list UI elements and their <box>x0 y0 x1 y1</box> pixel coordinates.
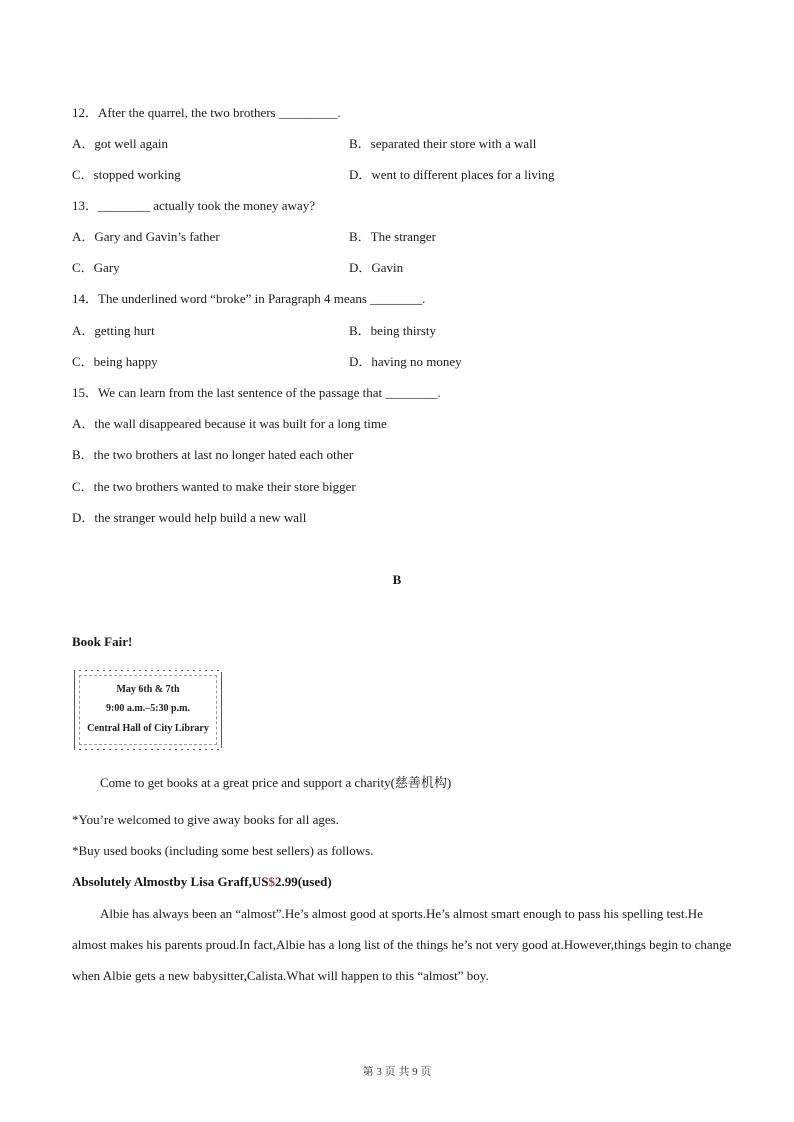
question-13-option-c: C．Gary <box>72 260 120 275</box>
question-15-option-c: C．the two brothers wanted to make their store bigger <box>72 479 356 494</box>
event-ticket-image <box>74 670 222 750</box>
ticket-place: Central Hall of City Library <box>87 723 209 734</box>
dollar-sign: $ <box>268 874 275 889</box>
question-14-stem: 14．The underlined word “broke” in Paragraph 4 means ________. <box>72 291 426 306</box>
book-price: 2.99(used) <box>274 874 332 889</box>
question-14-option-a: A．getting hurt <box>72 323 155 338</box>
page-footer: 第 3 页 共 9 页 <box>362 1066 432 1078</box>
question-12-option-c: C．stopped working <box>72 167 181 182</box>
question-13-stem: 13．________ actually took the money away? <box>72 198 315 213</box>
question-12-stem: 12．After the quarrel, the two brothers _________. <box>72 105 341 120</box>
book-title-line <box>72 874 332 890</box>
question-12-option-b: B．separated their store with a wall <box>349 136 537 151</box>
question-15-option-d: D．the stranger would help build a new wall <box>72 510 307 525</box>
question-13-option-a: A．Gary and Gavin’s father <box>72 229 220 244</box>
book-title-author: Absolutely Almostby Lisa Graff,US <box>72 874 269 889</box>
question-12-option-a: A．got well again <box>72 136 169 151</box>
question-14-option-d: D．having no money <box>349 354 462 369</box>
question-13-option-b: B．The stranger <box>349 229 437 244</box>
question-15-stem: 15．We can learn from the last sentence of the passage that ________. <box>72 385 441 400</box>
ticket-time: 9:00 a.m.–5:30 p.m. <box>106 703 190 714</box>
question-13-option-d: D．Gavin <box>349 260 404 275</box>
question-15-option-a: A．the wall disappeared because it was built for a long time <box>72 416 387 431</box>
book-fair-note-give-away: *You’re welcomed to give away books for all ages. <box>72 812 339 827</box>
book-fair-intro: Come to get books at a great price and support a charity(慈善机构) <box>100 775 452 790</box>
question-14-option-b: B．being thirsty <box>349 323 437 338</box>
question-14-option-c: C．being happy <box>72 354 158 369</box>
book-fair-heading: Book Fair! <box>72 634 133 649</box>
question-12-option-d: D．went to different places for a living <box>349 167 555 182</box>
ticket-date: May 6th & 7th <box>116 684 180 695</box>
book-fair-note-buy-used: *Buy used books (including some best sellers) as follows. <box>72 843 374 858</box>
question-15-option-b: B．the two brothers at last no longer hated each other <box>72 447 354 462</box>
section-title: B <box>392 572 402 587</box>
book-description: Albie has always been an “almost”.He’s almost good at sports.He’s almost smart enough to pass his spelling test.He almost makes his parents proud.In fact,Albie has a long list of the things he’s not very good at.However,things begin to change when Albie gets a new babysitter,Calista.What will happen to this “almost” boy. <box>72 906 732 983</box>
